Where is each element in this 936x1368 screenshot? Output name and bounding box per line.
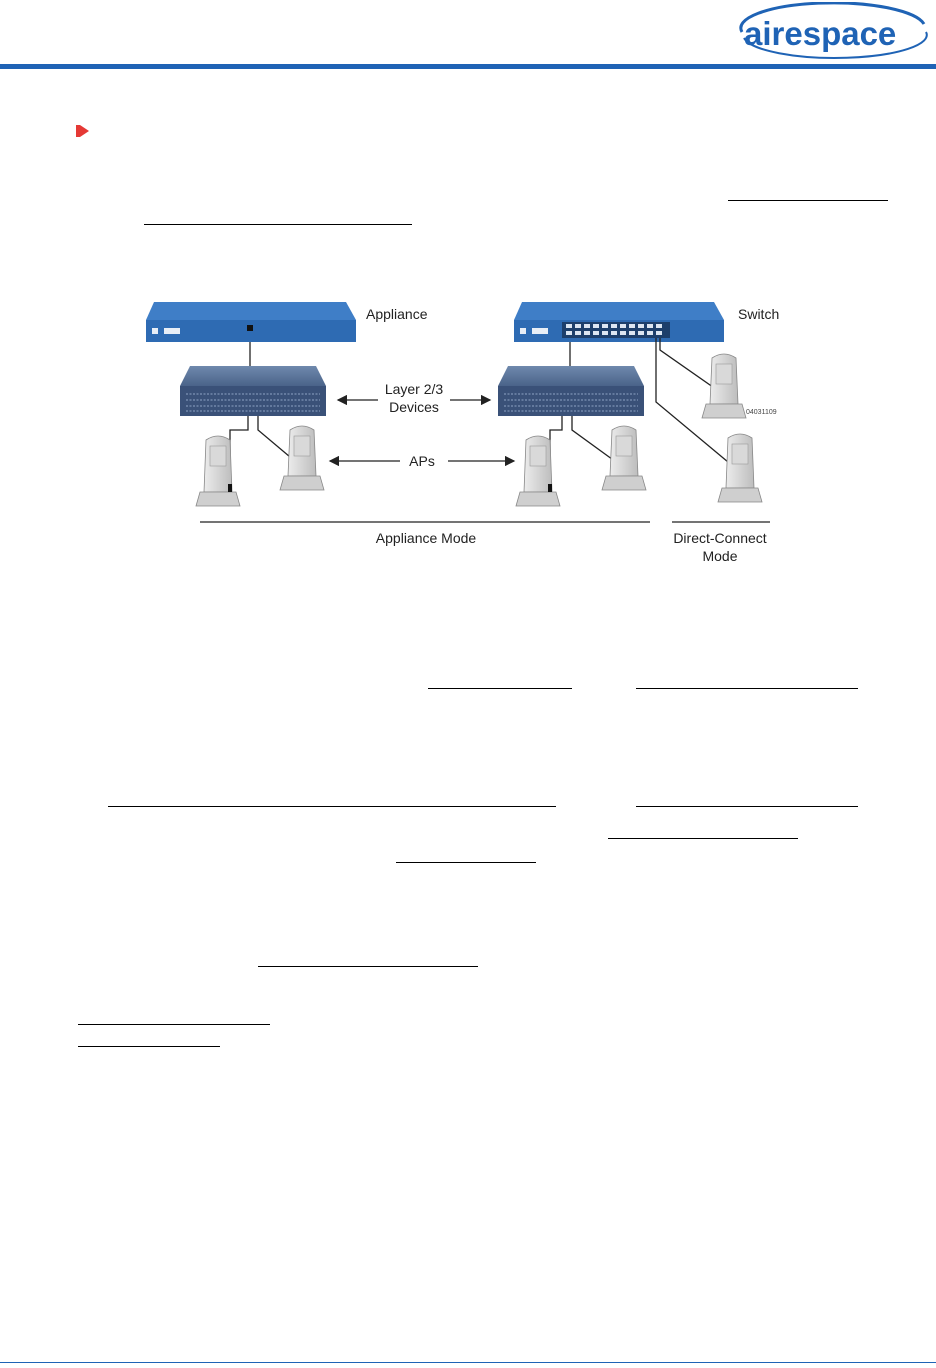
hyperlink-underline[interactable] <box>608 838 798 839</box>
hyperlink-underline[interactable] <box>636 806 858 807</box>
appliance-mode-label: Appliance Mode <box>375 530 477 546</box>
access-point-icon <box>280 426 324 490</box>
header-rule <box>0 64 936 69</box>
hyperlink-underline[interactable] <box>78 1024 270 1025</box>
access-point-icon <box>196 436 240 506</box>
layer-device-icon <box>180 366 326 416</box>
footer-rule <box>0 1362 936 1363</box>
hyperlink-underline[interactable] <box>636 688 858 689</box>
aps-label: APs <box>409 453 435 469</box>
direct-connect-label-line2: Mode <box>702 548 738 564</box>
hyperlink-underline[interactable] <box>428 688 572 689</box>
access-point-icon <box>516 436 560 506</box>
hyperlink-underline[interactable] <box>78 1046 220 1047</box>
airespace-logo <box>730 2 936 62</box>
access-point-icon <box>702 354 746 418</box>
network-topology-diagram <box>130 290 790 580</box>
access-point-icon <box>718 434 762 502</box>
switch-icon <box>514 302 724 342</box>
appliance-label: Appliance <box>366 306 428 322</box>
logo-wordmark: airespace <box>744 15 897 52</box>
hyperlink-underline[interactable] <box>144 224 412 225</box>
hyperlink-underline[interactable] <box>396 862 536 863</box>
layer-devices-label-line2: Devices <box>389 399 439 415</box>
switch-label: Switch <box>738 306 780 322</box>
red-bullet-marker-icon <box>76 124 90 138</box>
hyperlink-underline[interactable] <box>258 966 478 967</box>
appliance-icon <box>146 302 356 342</box>
diagram-serial-number: 04031109 <box>746 409 777 416</box>
direct-connect-label-line1: Direct-Connect <box>673 530 767 546</box>
layer-devices-label-line1: Layer 2/3 <box>384 381 444 397</box>
access-point-icon <box>602 426 646 490</box>
layer-device-icon <box>498 366 644 416</box>
hyperlink-underline[interactable] <box>728 200 888 201</box>
hyperlink-underline[interactable] <box>108 806 556 807</box>
